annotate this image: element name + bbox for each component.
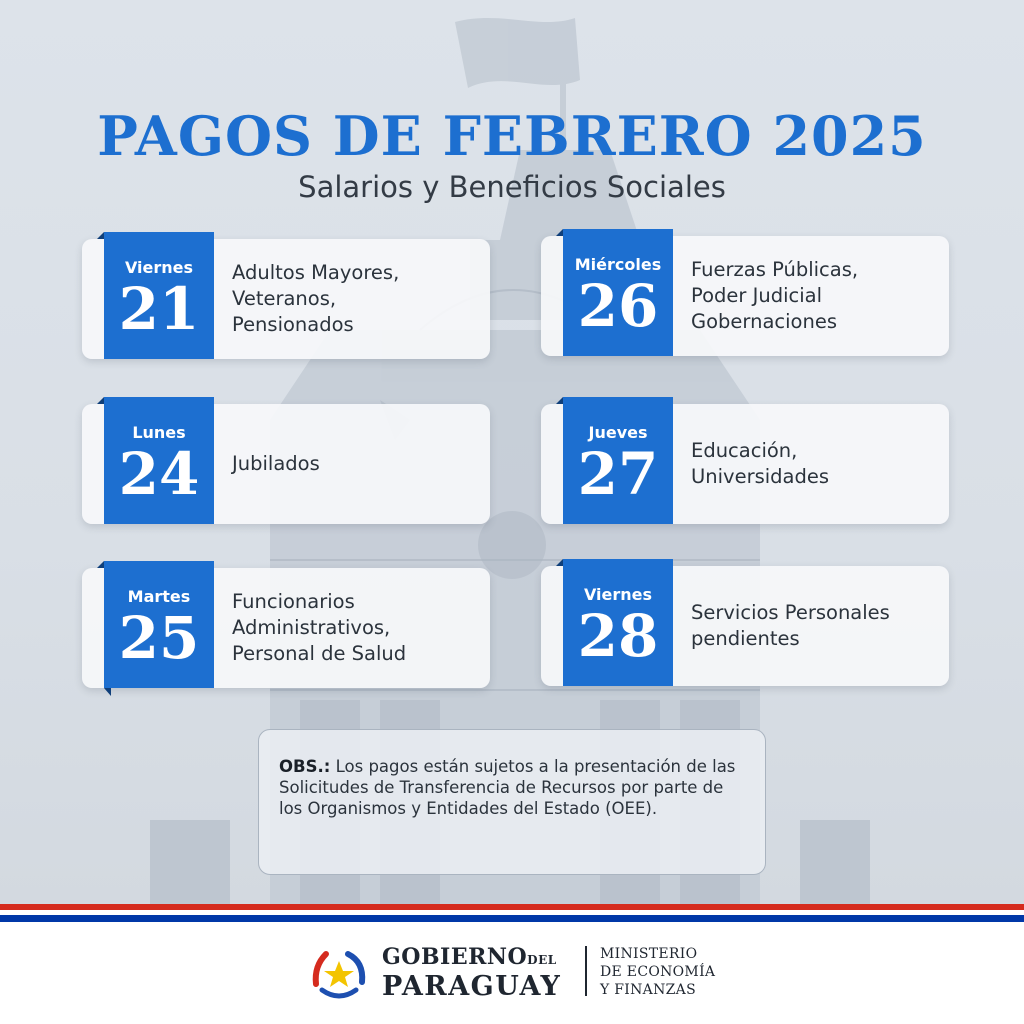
flag-stripe-blue: [0, 915, 1024, 922]
weekday-label: Lunes: [132, 423, 186, 442]
ribbon-fold: [97, 561, 104, 568]
ribbon-fold: [104, 688, 111, 696]
page-subtitle: Salarios y Beneficios Sociales: [298, 170, 726, 204]
date-ribbon: [104, 561, 214, 688]
government-line-1: GOBIERNO: [382, 944, 528, 970]
date-ribbon: [563, 229, 673, 356]
government-logo-text: [382, 944, 561, 1002]
day-number: 26: [577, 272, 659, 340]
paraguay-coat-of-arms-icon: [308, 944, 370, 1002]
page-title: PAGOS DE FEBRERO 2025: [97, 104, 927, 168]
observation-body: Los pagos están sujetos a la presentación de las Solicitudes de Transferencia de Recursos por parte de los Organismos y Entidades del Estado (OEE).: [279, 757, 736, 818]
ministry-logo-text: [600, 945, 715, 999]
schedule-card: [82, 568, 490, 688]
day-number: 24: [118, 440, 200, 508]
day-number: 28: [577, 602, 659, 670]
ribbon-fold: [556, 229, 563, 236]
government-line-2: PARAGUAY: [382, 971, 562, 1002]
observation-note: [258, 729, 766, 875]
logo-divider: [585, 946, 587, 996]
observation-text: [279, 756, 749, 819]
weekday-label: Martes: [127, 587, 191, 606]
schedule-card: [82, 239, 490, 359]
date-ribbon: [104, 397, 214, 524]
date-ribbon: [563, 559, 673, 686]
day-number: 27: [577, 440, 659, 508]
beneficiary-groups: Fuerzas Públicas, Poder Judicial Gobernaciones: [691, 258, 859, 333]
schedule-card: [541, 404, 949, 524]
beneficiary-groups: Servicios Personales pendientes: [691, 601, 890, 650]
beneficiary-groups: Adultos Mayores, Veteranos, Pensionados: [232, 261, 400, 336]
ribbon-fold: [97, 232, 104, 239]
observation-label: OBS.:: [279, 757, 331, 776]
beneficiary-groups: Educación, Universidades: [691, 439, 830, 488]
government-del: DEL: [527, 953, 557, 967]
schedule-card: [541, 566, 949, 686]
day-number: 25: [118, 604, 200, 672]
date-ribbon: [104, 232, 214, 359]
weekday-label: Miércoles: [574, 255, 662, 274]
weekday-label: Viernes: [124, 258, 194, 277]
weekday-label: Jueves: [588, 423, 648, 442]
date-ribbon: [563, 397, 673, 524]
ribbon-fold: [556, 559, 563, 566]
schedule-card: [541, 236, 949, 356]
day-number: 21: [118, 275, 200, 343]
ministry-line-3: Y FINANZAS: [600, 982, 696, 998]
ribbon-fold: [556, 397, 563, 404]
weekday-label: Viernes: [583, 585, 653, 604]
schedule-card: [82, 404, 490, 524]
beneficiary-groups: Funcionarios Administrativos, Personal de Salud: [232, 590, 407, 665]
beneficiary-groups: Jubilados: [232, 452, 320, 475]
ministry-line-2: DE ECONOMÍA: [600, 964, 716, 980]
ribbon-fold: [97, 397, 104, 404]
ministry-line-1: MINISTERIO: [600, 946, 698, 962]
